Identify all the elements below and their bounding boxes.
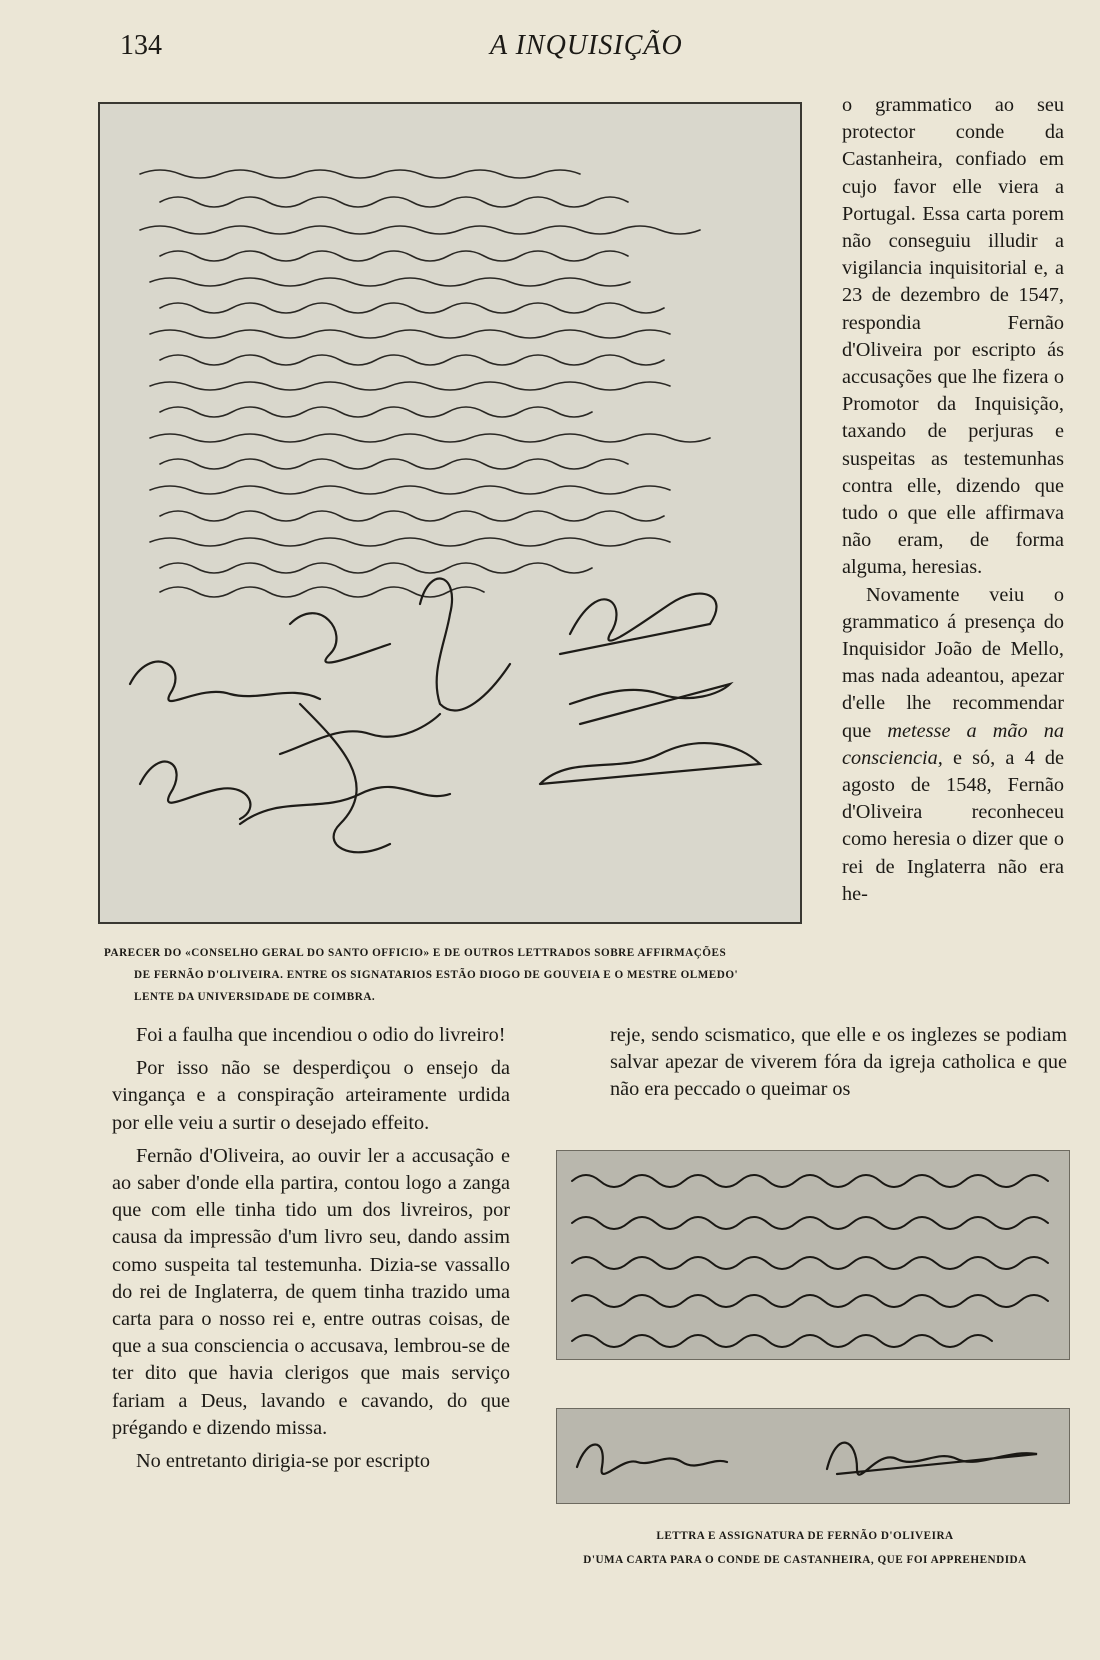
caption-line: LENTE DA UNIVERSIDADE DE COIMBRA.	[134, 991, 376, 1003]
italic-quote: metesse a mão na consciencia,	[842, 719, 1064, 769]
caption-line: D'UMA CARTA PARA O CONDE DE CASTANHEIRA, QUE FOI APPREHENDIDA	[583, 1554, 1027, 1566]
manuscript-plate	[98, 102, 802, 924]
caption-line: LETTRA E ASSIGNATURA DE FERNÃO D'OLIVEIRA	[656, 1530, 954, 1542]
left-paragraph: Foi a faulha que incendiou o odio do livreiro!	[136, 1024, 506, 1046]
handwritten-signature-illustration	[557, 1409, 1069, 1503]
left-paragraph: No entretanto dirigia-se por escripto	[136, 1450, 430, 1473]
continuation-paragraph: reje, sendo scismatico, que elle e os inglezes se podiam salvar apezar de viverem fóra da igreja catholica e que não era peccado o queimar os	[610, 1024, 1067, 1101]
signature-facsimile	[556, 1408, 1070, 1504]
right-paragraph-end: e só, a 4 de agosto de 1548, Fernão d'Oliveira reconheceu como heresia o dizer que o rei de Inglaterra não era he-	[842, 746, 1065, 905]
page-number: 134	[120, 30, 162, 61]
letter-facsimile	[556, 1150, 1070, 1360]
letter-caption	[540, 1524, 1070, 1572]
right-paragraph: o grammatico ao seu protector conde da Castanheira, confiado em cujo favor elle viera a Portugal. Essa carta porem não conseguiu illudir a vigilancia inquisitorial e, a 23 de dezembro de 1547, respondia Fernão d'Oliveira por escripto ás accusações que lhe fizera o Promotor da Inquisição, taxando de perjuras e suspeitas as testemunhas contra elle, dizendo que tudo o que elle affirmava não eram, de forma alguma, heresias.	[842, 94, 1064, 579]
left-paragraph: Fernão d'Oliveira, ao ouvir ler a accusação e ao saber d'onde ella partira, contou logo a zanga que com elle tinha tido um dos livreiros, por causa da impressão d'um livro seu, dando assim como suspeita tal testemunha. Dizia-se vassallo do rei de Inglaterra, de quem tinha trazido uma carta para o nosso rei e, entre outras coisas, de que a sua consciencia o accusava, lembrou-se de ter dito que havia clerigos que mais serviço fariam a Deus, lavando e cavando, do que prégando e dizendo missa.	[112, 1144, 510, 1439]
running-title: A INQUISIÇÃO	[490, 30, 683, 61]
continuation-text	[610, 1022, 1067, 1104]
left-text-column	[112, 1022, 510, 1481]
caption-line: DE FERNÃO D'OLIVEIRA. ENTRE OS SIGNATARIOS ESTÃO DIOGO DE GOUVEIA E O MESTRE OLMEDO'	[134, 969, 739, 981]
right-paragraph-start: Novamente veiu o grammatico á presença do Inquisidor João de Mello, mas nada adeantou, apezar d'elle lhe recommendar que	[842, 583, 1064, 742]
handwritten-letter-illustration	[557, 1151, 1069, 1359]
plate-caption	[104, 942, 812, 1008]
manuscript-handwriting-illustration	[100, 104, 800, 922]
right-paragraph	[842, 582, 1064, 908]
right-text-column	[842, 92, 1064, 908]
caption-line: PARECER DO «CONSELHO GERAL DO SANTO OFFICIO» E DE OUTROS LETTRADOS SOBRE AFFIRMAÇÕES	[104, 947, 727, 959]
left-paragraph: Por isso não se desperdiçou o ensejo da vingança e a conspiração arteiramente urdida por elle veiu a surtir o desejado effeito.	[112, 1057, 510, 1134]
